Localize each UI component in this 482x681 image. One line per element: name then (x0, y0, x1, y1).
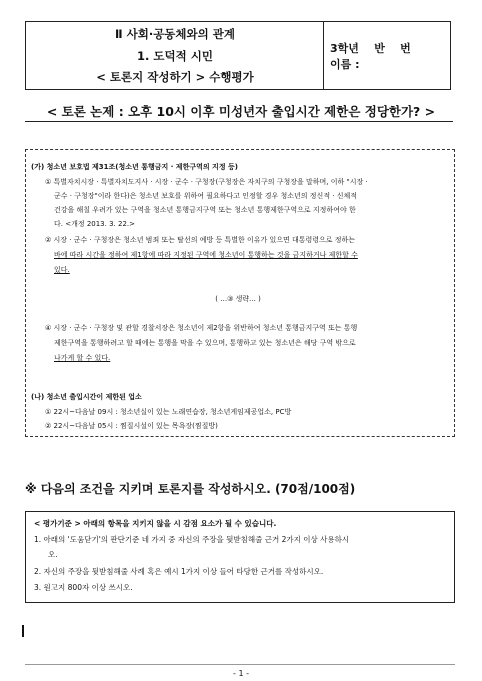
page-footer-rule (25, 664, 455, 665)
criteria-item1-line2: 오. (48, 550, 58, 559)
criteria-item3: 3. 원고지 800자 이상 쓰시오. (34, 583, 133, 592)
law-a-item2-line1: ② 시장 · 군수 · 구청장은 청소년 범죄 또는 탈선의 예방 등 특별한 이유가 있으면 대통령령으로 정하는 (45, 236, 356, 244)
law-b-item2: ② 22시~다음날 05시 : 찜질시설이 있는 목욕장(찜질방) (45, 422, 218, 430)
criteria-box (25, 511, 455, 603)
header-table (25, 21, 451, 90)
law-a-item4-line2: 제한구역을 통행하려고 할 때에는 통행을 막을 수 있으며, 통행하고 있는 청소년은 해당 구역 밖으로 (54, 339, 356, 347)
page-number: - 1 - (233, 669, 249, 678)
law-a-item2-line2: 바에 따라 시간을 정하여 제1항에 따라 지정된 구역에 청소년이 통행하는 것을 금지하거나 제한할 수 (54, 251, 358, 259)
law-a-item1-line3: 건강을 해칠 우려가 있는 구역을 청소년 통행금지구역 또는 청소년 통행제한구역으로 지정하여야 한 (54, 206, 356, 214)
grade-class-number: 3학년 반 번 (330, 42, 411, 55)
text-cursor[interactable] (22, 625, 24, 637)
law-b-item1: ① 22시~다음날 09시 : 청소년실이 있는 노래연습장, 청소년게임제공업소, PC방 (45, 408, 292, 416)
law-a-item4-line3: 나가게 할 수 있다. (54, 354, 111, 362)
unit-title: Ⅱ 사회·공동체와의 관계 (115, 27, 235, 41)
student-info-cell (326, 22, 450, 89)
law-a-title: (가) 청소년 보호법 제31조(청소년 통행금지 · 제한구역의 지정 등) (31, 163, 238, 171)
chapter-title: 1. 도덕적 시민 (137, 49, 213, 63)
law-a-item1-line2: 군수 · 구청장"이라 한다)은 청소년 보호를 위하여 필요하다고 인정할 경우 청소년의 정신적 · 신체적 (54, 192, 358, 200)
writing-instruction: ※ 다음의 조건을 지키며 토론지를 작성하시오. (70점/100점) (25, 482, 356, 496)
criteria-item1-line1: 1. 아래의 '도움닫기'의 판단기준 네 가지 중 자신의 주장을 뒷받침해줄 근거 2가지 이상 사용하시 (34, 535, 350, 544)
law-a-item4-line1: ④ 시장 · 군수 · 구청장 및 관할 경찰서장은 청소년이 제2항을 위반하여 청소년 통행금지구역 또는 통행 (45, 324, 358, 332)
law-a-item1-line1: ① 특별자치시장 · 특별자치도지사 · 시장 · 군수 · 구청장(구청장은 자치구의 구청장을 말하며, 이하 "시장 · (45, 178, 368, 186)
omitted-note: ( …③ 생략… ) (215, 295, 261, 303)
header-title-cell (26, 22, 324, 89)
law-a-item2-line3: 있다. (54, 266, 70, 274)
topic-underline (25, 121, 453, 122)
criteria-title: < 평가기준 > 아래의 항목을 지키지 않을 시 감점 요소가 될 수 있습니다. (34, 519, 277, 528)
law-a-item1-line4: 다. <개정 2013. 3. 22.> (54, 220, 135, 228)
task-title: < 토론지 작성하기 > 수행평가 (96, 70, 254, 84)
criteria-item2: 2. 자신의 주장을 뒷받침해줄 사례 혹은 예시 1가지 이상 들어 타당한 근거를 작성하시오. (34, 567, 324, 576)
name-label: 이름 : (330, 58, 360, 71)
debate-topic: < 토론 논제 : 오후 10시 이후 미성년자 출입시간 제한은 정당한가? > (46, 104, 436, 119)
law-excerpt-box (25, 149, 455, 437)
law-b-title: (나) 청소년 출입시간이 제한된 업소 (31, 393, 142, 401)
